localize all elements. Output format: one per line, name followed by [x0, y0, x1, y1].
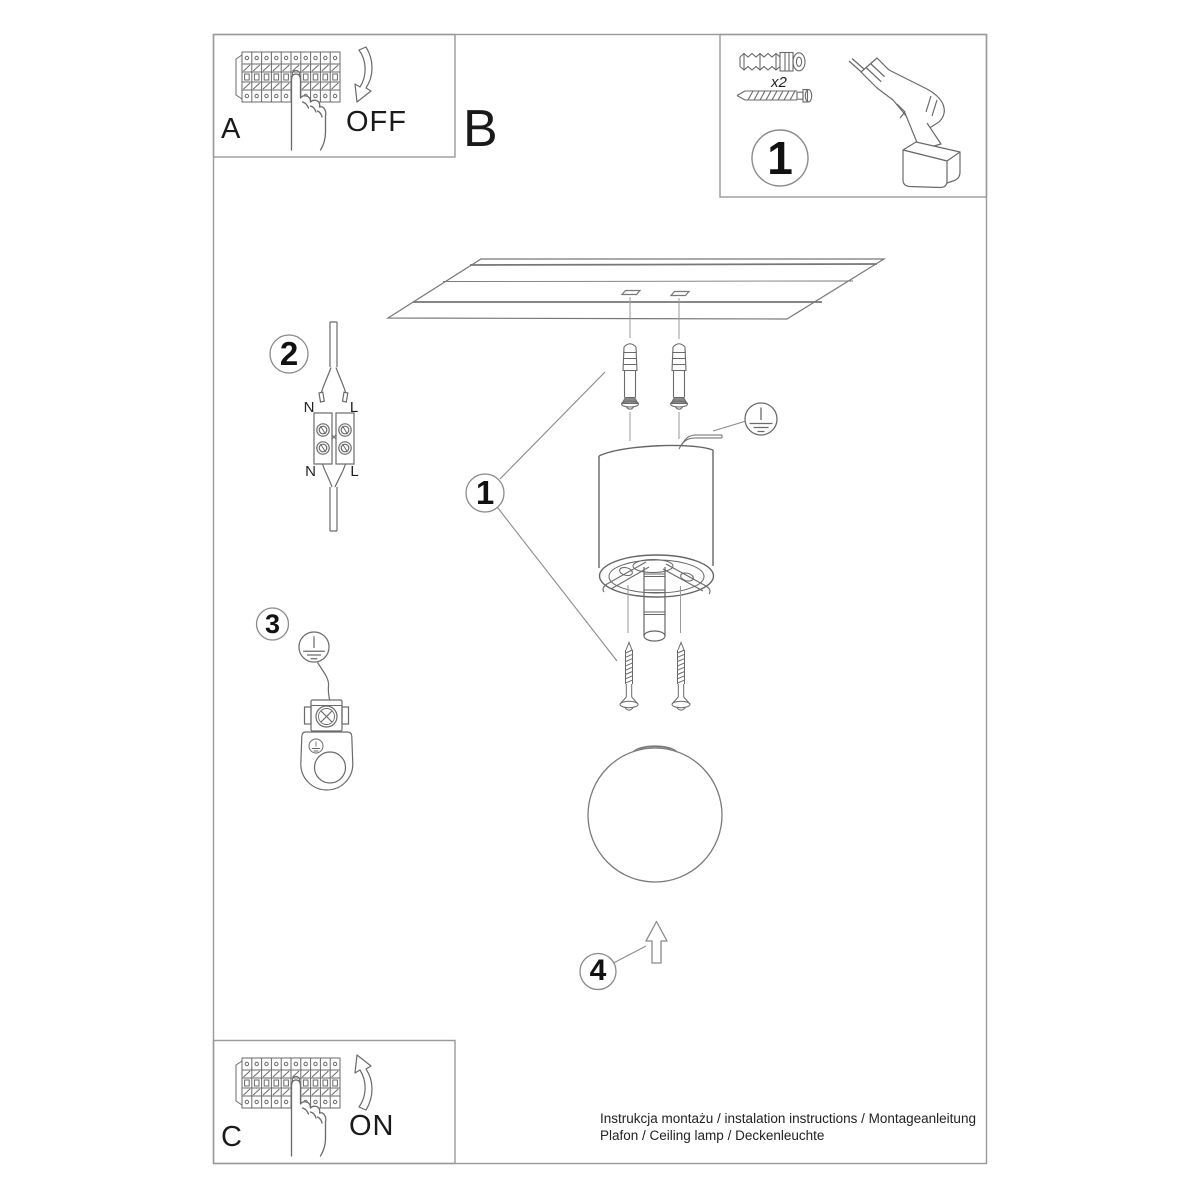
plug-quantity-label: x2 — [771, 74, 787, 91]
ceiling-panel — [388, 259, 884, 319]
wall-plug-screw-left — [622, 344, 639, 410]
breaker-panel-icon — [236, 1058, 340, 1108]
frame-c-label: C — [221, 1121, 242, 1153]
callout-4: 4 — [589, 954, 607, 987]
terminal-l-bottom: L — [350, 463, 359, 480]
footer-line-2: Plafon / Ceiling lamp / Deckenleuchte — [600, 1127, 825, 1143]
ground-symbol-icon — [299, 632, 329, 662]
ground-clamp — [301, 663, 353, 791]
callout-circles — [257, 335, 617, 990]
callout-2: 2 — [279, 335, 299, 372]
wall-plug-screw-right — [671, 344, 688, 410]
frame-b-label: B — [463, 100, 498, 158]
frame-a-label: A — [221, 113, 241, 145]
frame-main-b — [214, 35, 987, 1164]
breaker-panel-icon — [236, 52, 340, 102]
drill-icon — [849, 58, 960, 188]
frame-step-a — [214, 35, 456, 158]
mounting-screw-right — [672, 643, 690, 711]
footer-text — [600, 1111, 976, 1144]
callout-3: 3 — [264, 608, 281, 639]
off-label: OFF — [346, 106, 407, 138]
wall-plug-icon — [740, 53, 805, 72]
mounting-screw-left — [620, 643, 638, 711]
footer-line-1: Instrukcja montażu / instalation instructions / Montageanleitung — [600, 1111, 976, 1126]
on-label: ON — [349, 1110, 395, 1142]
glass-sphere — [588, 746, 722, 882]
lamp-socket — [644, 567, 665, 641]
off-arrow-icon — [355, 47, 372, 102]
screw-icon — [737, 90, 812, 103]
insert-arrow-icon — [646, 922, 667, 964]
terminal-n-top: N — [303, 399, 315, 416]
frame-step-c — [214, 1041, 456, 1164]
terminal-l-top: L — [349, 399, 359, 416]
ground-symbol-icon — [745, 403, 777, 435]
callout-1: 1 — [475, 474, 495, 511]
power-cable-splitter — [319, 322, 348, 402]
on-arrow-icon — [355, 1055, 372, 1110]
kit-step-number: 1 — [767, 132, 793, 184]
leader-lines — [498, 372, 745, 963]
terminal-n-bottom: N — [305, 463, 316, 480]
